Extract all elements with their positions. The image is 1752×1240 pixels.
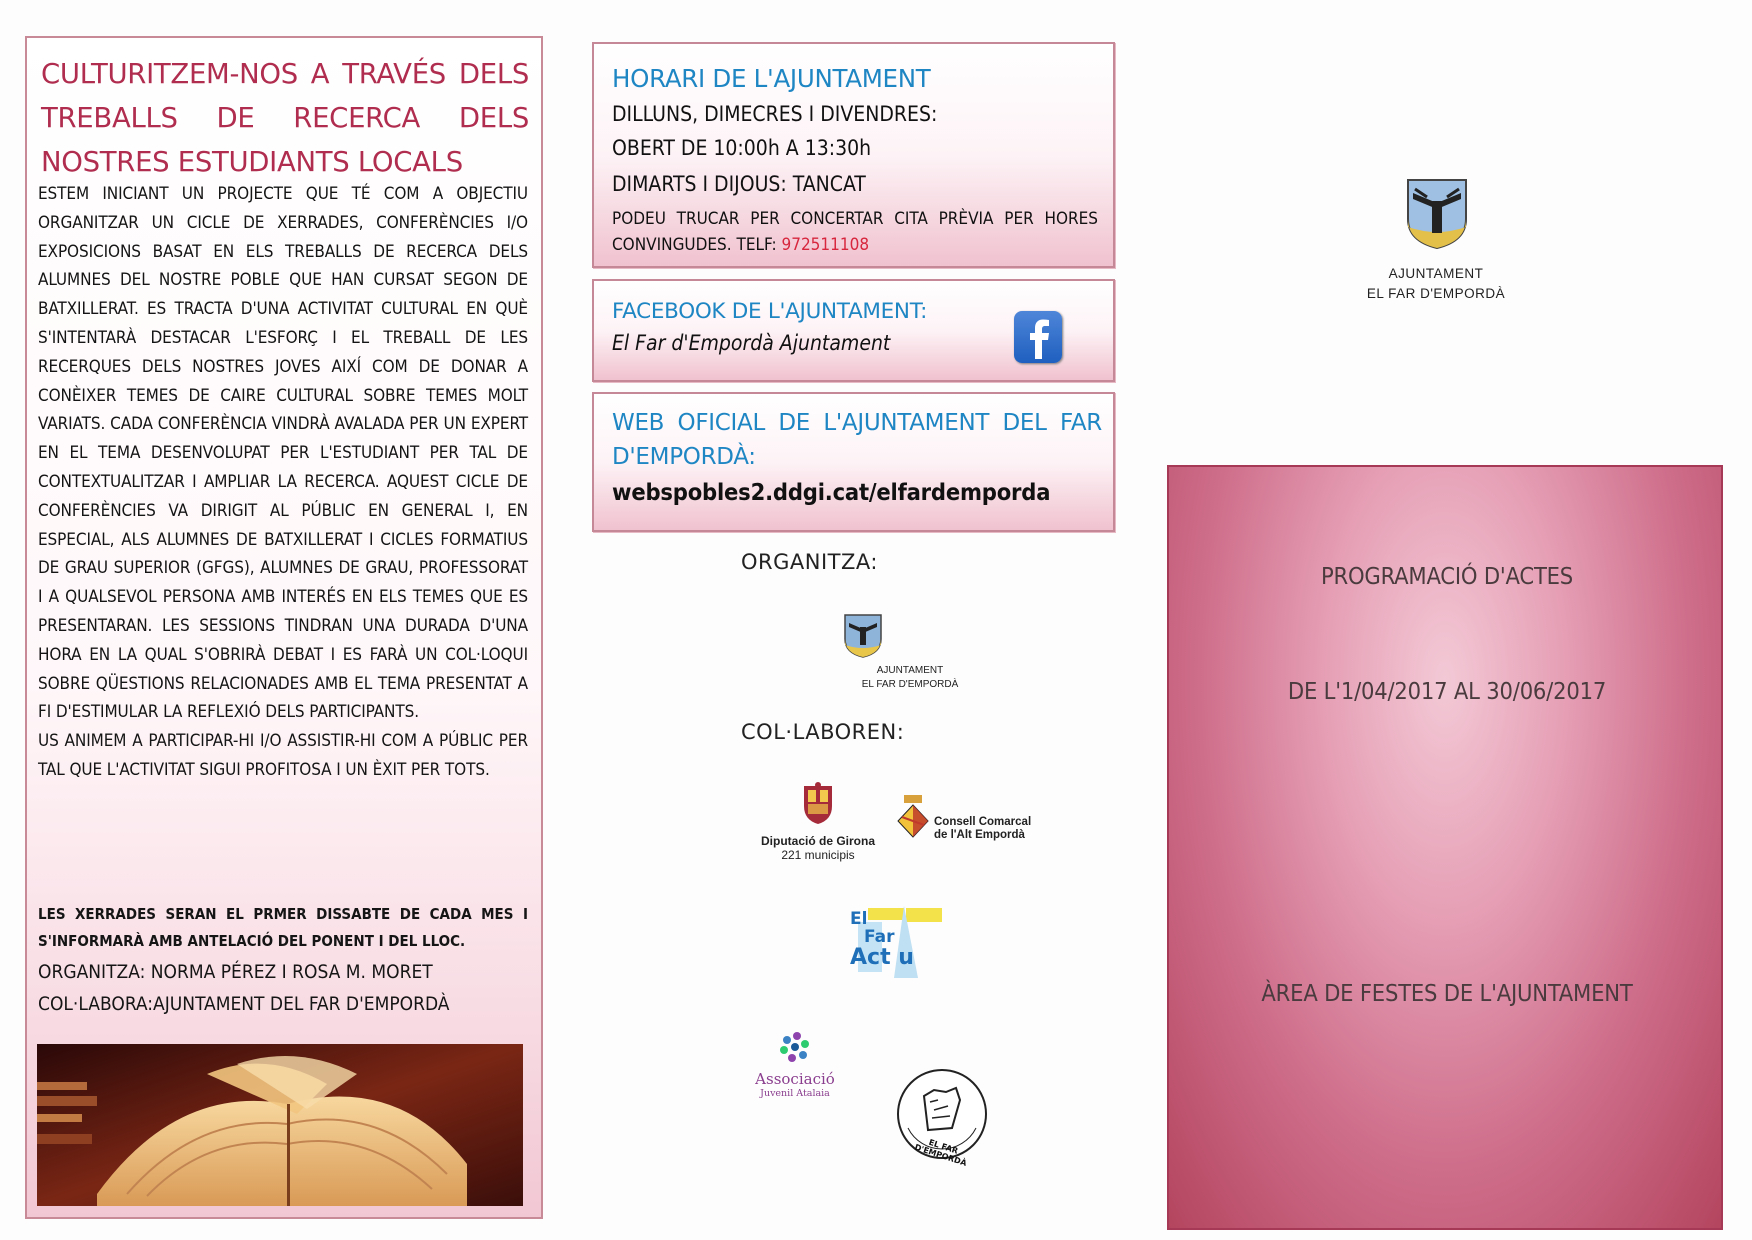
left-panel-title: CULTURITZEM-NOS A TRAVÉS DELS TREBALLS DE RECERCA DELS NOSTRES ESTUDIANTS LOCALS (41, 58, 529, 178)
associacio-line1: Associació (755, 1070, 835, 1088)
website-heading: WEB OFICIAL DE L'AJUNTAMENT DEL FAR D'EMPORDÀ: (612, 410, 1102, 470)
associacio-line2: Juvenil Atalaia (760, 1088, 830, 1099)
town-hall-line2: EL FAR D'EMPORDÀ (1366, 286, 1506, 301)
town-hall-line1: AJUNTAMENT (1388, 266, 1484, 281)
invitation-paragraph: US ANIMEM A PARTICIPAR-HI I/O ASSISTIR-HI COM A PÚBLIC PER TAL QUE L'ACTIVITAT SIGUI PROFITOSA I UN ÈXIT PER TOTS. (38, 731, 528, 780)
facebook-heading: FACEBOOK DE L'AJUNTAMENT: (612, 299, 928, 324)
town-hall-shield-icon (1405, 177, 1469, 251)
consell-comarcal-shield-icon (896, 795, 930, 839)
office-hours-heading: HORARI DE L'AJUNTAMENT (612, 64, 931, 93)
open-book-image (37, 1044, 523, 1206)
stamp-text: EL FAR D'EMPORDÀ (913, 1137, 968, 1168)
associacio-atalaia-icon (777, 1030, 813, 1066)
el-far-actiu-logo (848, 902, 946, 982)
diputacio-line2: 221 municipis (781, 848, 855, 862)
office-hours-box (592, 42, 1115, 268)
closed-days: DIMARTS I DIJOUS: TANCAT (612, 172, 866, 196)
el-far-actiu-line3: Act u (850, 945, 914, 970)
organizer-label: ORGANITZA: (741, 550, 878, 574)
organizer-logo-line1: AJUNTAMENT (876, 665, 944, 676)
appointment-info (612, 206, 1098, 258)
schedule-note: LES XERRADES SERAN EL PRMER DISSABTE DE CADA MES I S'INFORMARÀ AMB ANTELACIÓ DEL PONENT I DEL LLOC. (38, 905, 528, 950)
town-hall-logo-caption (1330, 264, 1542, 304)
intro-paragraph: ESTEM INICIANT UN PROJECTE QUE TÉ COM A OBJECTIU ORGANITZAR UN CICLE DE XERRADES, CONFERÈNCIES I/O EXPOSICIONS BASAT EN ELS TREBALLS DE RECERCA DELS ALUMNES DEL NOSTRE POBLE QUE HAN CURSAT SEGON DE BATXILLERAT. ES TRACTA D'UNA ACTIVITAT CULTURAL EN QUÈ S'INTENTARÀ DESTACAR L'ESFORÇ I EL TREBALL DE LES RECERQUES DELS NOSTRES JOVES AIXÍ COM DE DONAR A CONÈIXER TEMES DE CAIRE CULTURAL SOBRE TEMES MOLT VARIATS. CADA CONFERÈNCIA VINDRÀ AVALADA PER UN EXPERT EN EL TEMA DESENVOLUPAT PER L'ESTUDIANT PER TAL DE CONTEXTUALITZAR I AMPLIAR LA RECERCA. AQUEST CICLE DE CONFERÈNCIES VA DIRIGIT AL PÚBLIC EN GENERAL I, EN ESPECIAL, ALS ALUMNES DE BATXILLERAT I CICLES FORMATIUS DE GRAU SUPERIOR (GFGS), ALUMNES DE GRAU, PROFESSORAT I A QUALSEVOL PERSONA AMB INTERÉS EN ELS TEMES QUE ES PRESENTARAN. LES SESSIONS TINDRAN UNA DURADA D'UNA HORA EN LA QUAL S'OBRIRÀ DEBAT I ES FARÀ UN COL·LOQUI SOBRE QÜESTIONS RELACIONADES AMB EL TEMA PRESENTAT A FI D'ESTIMULAR LA REFLEXIÓ DELS PARTICIPANTS. (38, 184, 528, 723)
collaborators-label: COL·LABOREN: (741, 720, 905, 744)
el-far-actiu-line2: Far (864, 927, 895, 947)
organizer-logo-caption (830, 664, 990, 692)
facebook-icon[interactable] (1014, 311, 1062, 363)
organizer-logo-line2: EL FAR D'EMPORDÀ (861, 679, 959, 690)
diputacio-shield-icon (798, 782, 838, 826)
cover-area: ÀREA DE FESTES DE L'AJUNTAMENT (1261, 979, 1633, 1007)
open-book-illustration (37, 1044, 523, 1206)
appointment-text: PODEU TRUCAR PER CONCERTAR CITA PRÈVIA PER HORES CONVINGUDES. TELF: (612, 209, 1098, 255)
cover-dates: DE L'1/04/2017 AL 30/06/2017 (1287, 677, 1607, 705)
associacio-atalaia-caption (740, 1070, 850, 1099)
program-cover (1167, 465, 1723, 1230)
cover-title: PROGRAMACIÓ D'ACTES (1320, 562, 1574, 590)
el-far-stamp-icon (894, 1066, 990, 1168)
town-shield-icon (843, 613, 883, 659)
website-box (592, 392, 1115, 532)
organizer-credit: ORGANITZA: NORMA PÉREZ I ROSA M. MORET (38, 961, 433, 983)
open-days: DILLUNS, DIMECRES I DIVENDRES: (612, 102, 938, 126)
consell-line2: de l'Alt Empordà (934, 829, 1025, 841)
el-far-actiu-line1: El (850, 909, 868, 929)
consell-line1: Consell Comarcal (934, 816, 1032, 828)
diputacio-logo-caption (748, 834, 888, 862)
diputacio-line1: Diputació de Girona (760, 834, 875, 848)
website-url-link[interactable]: webspobles2.ddgi.cat/elfardemporda (612, 478, 1051, 506)
consell-comarcal-logo-caption (934, 816, 1044, 842)
left-panel-body (38, 180, 528, 785)
phone-number[interactable]: 972511108 (781, 235, 870, 255)
opening-hours: OBERT DE 10:00h A 13:30h (612, 136, 872, 160)
facebook-box (592, 279, 1115, 382)
collaborator-credit: COL·LABORA:AJUNTAMENT DEL FAR D'EMPORDÀ (38, 993, 450, 1015)
facebook-page-link[interactable]: El Far d'Empordà Ajuntament (612, 331, 891, 355)
credits (38, 956, 538, 1020)
